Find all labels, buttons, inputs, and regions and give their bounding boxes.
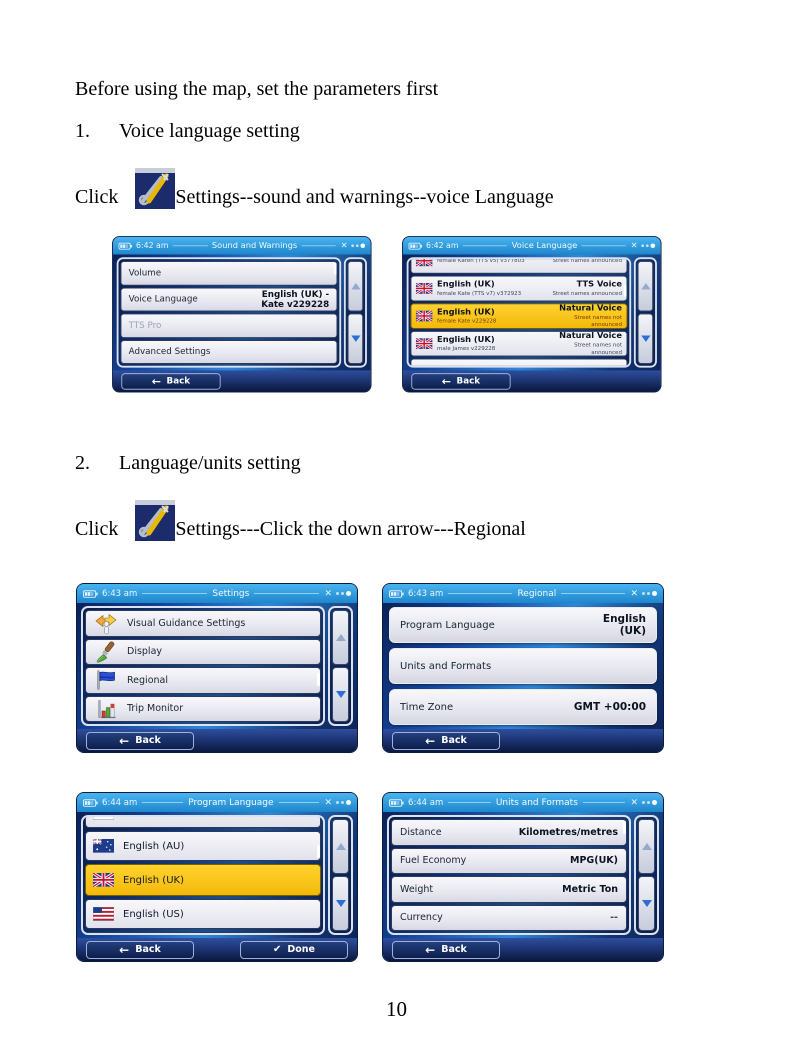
intro-text: Before using the map, set the parameters first	[75, 78, 439, 100]
status-bar	[383, 584, 663, 603]
status-dots	[334, 800, 351, 805]
back-button[interactable]: ← Back	[392, 941, 500, 959]
back-arrow-icon: ←	[119, 942, 130, 957]
us-flag-icon	[93, 907, 114, 921]
menu-item-display[interactable]: Display	[85, 639, 321, 666]
status-dots	[639, 243, 655, 248]
uk-flag-icon	[416, 338, 433, 349]
language-row-english-us[interactable]: English (US)	[85, 899, 321, 929]
uk-flag-icon	[416, 283, 433, 294]
screen-title: Program Language	[188, 797, 274, 808]
clock-text: 6:42 am	[426, 241, 459, 251]
back-arrow-icon: ←	[119, 733, 130, 748]
settings-tools-icon	[135, 500, 175, 541]
settings-list	[117, 257, 341, 367]
screen-sound-warnings	[113, 237, 371, 392]
clock-text: 6:43 am	[408, 588, 444, 599]
scroll-up-button[interactable]	[332, 819, 349, 874]
arrow-down-icon	[351, 335, 360, 341]
visual-guidance-icon	[94, 611, 118, 635]
step-2-suffix: Settings---Click the down arrow---Regional	[175, 518, 526, 540]
scroll-up-button[interactable]	[348, 261, 364, 312]
back-arrow-icon: ←	[425, 733, 436, 748]
section-1-number: 1.	[75, 120, 90, 142]
settings-tools-icon	[135, 168, 175, 209]
clock-text: 6:42 am	[136, 241, 169, 251]
scroll-up-button[interactable]	[332, 610, 349, 665]
menu-item-regional[interactable]: Regional	[85, 667, 321, 694]
status-bar	[113, 237, 371, 254]
gps-signal-icon: ✕	[340, 241, 348, 251]
arrow-up-icon	[351, 283, 360, 289]
step-1-instruction	[75, 168, 554, 209]
menu-item-volume[interactable]: Volume	[120, 261, 337, 285]
menu-item-advanced-settings[interactable]: Advanced Settings	[120, 340, 337, 364]
voice-list	[407, 257, 631, 367]
item-value: Kilometres/metres	[518, 826, 618, 838]
gps-signal-icon: ✕	[630, 241, 638, 251]
section-1-heading	[75, 120, 300, 143]
scrollbar	[344, 257, 367, 367]
status-dots	[640, 591, 657, 596]
menu-item-time-zone[interactable]: Time Zone GMT +00:00	[389, 689, 657, 725]
screen-title: Sound and Warnings	[211, 241, 298, 251]
scroll-up-button[interactable]	[638, 261, 654, 312]
arrow-down-icon	[641, 335, 650, 341]
status-bar	[383, 793, 663, 812]
language-list	[81, 815, 325, 935]
units-list	[387, 815, 631, 935]
section-2-heading	[75, 452, 301, 475]
menu-item-program-language[interactable]: Program Language English (UK)	[389, 607, 657, 643]
back-button[interactable]: ← Back	[86, 732, 194, 750]
section-2-number: 2.	[75, 452, 90, 474]
status-dots	[334, 591, 351, 596]
arrow-down-icon	[336, 900, 346, 907]
scroll-indicator	[317, 673, 320, 686]
clock-text: 6:43 am	[102, 588, 138, 599]
bottom-bar	[383, 938, 663, 961]
menu-item-weight[interactable]: Weight Metric Ton	[391, 876, 627, 903]
screen-regional	[383, 584, 663, 752]
uk-flag-icon	[416, 311, 433, 322]
item-value: MPG(UK)	[570, 855, 618, 867]
arrow-down-icon	[336, 691, 346, 698]
gps-signal-icon: ✕	[324, 588, 332, 599]
menu-item-tts-pro: TTS Pro	[120, 313, 337, 337]
status-bar	[403, 237, 661, 254]
screen-title: Settings	[212, 588, 250, 599]
item-value: GMT +00:00	[573, 701, 646, 713]
bottom-bar	[113, 370, 371, 391]
page-number: 10	[386, 997, 407, 1021]
back-button[interactable]: ← Back	[411, 373, 510, 390]
us-flag-icon	[416, 366, 433, 368]
battery-icon	[389, 590, 404, 598]
screen-settings	[77, 584, 357, 752]
scroll-up-button[interactable]	[638, 819, 655, 874]
language-row-english-uk-selected[interactable]: English (UK)	[85, 864, 321, 896]
scroll-down-button[interactable]	[332, 667, 349, 722]
scroll-down-button[interactable]	[348, 313, 364, 364]
clock-text: 6:44 am	[102, 797, 138, 808]
screen-voice-language	[403, 237, 661, 392]
gps-signal-icon: ✕	[630, 797, 638, 808]
step-2-prefix: Click	[75, 518, 119, 540]
scroll-indicator	[334, 263, 337, 275]
screen-title: Regional	[517, 588, 557, 599]
bottom-bar	[383, 729, 663, 752]
arrow-up-icon	[641, 283, 650, 289]
regional-list	[387, 606, 659, 726]
status-bar	[77, 793, 357, 812]
uk-flag-icon	[93, 873, 114, 887]
screen-title: Voice Language	[511, 241, 578, 251]
checkmark-icon: ✔	[272, 944, 282, 955]
menu-item-fuel-economy[interactable]: Fuel Economy MPG(UK)	[391, 848, 627, 875]
scroll-indicator	[317, 845, 320, 858]
status-dots	[349, 243, 365, 248]
voice-row-karen[interactable]: female Karen (TTS v5) v377803 Street names announced	[410, 257, 627, 274]
language-row-english-au[interactable]: English (AU)	[85, 831, 321, 861]
uk-flag-icon	[416, 257, 433, 266]
screen-units-formats	[383, 793, 663, 961]
menu-item-visual-guidance[interactable]: Visual Guidance Settings	[85, 610, 321, 637]
arrow-down-icon	[642, 900, 652, 907]
scrollbar	[634, 815, 659, 935]
settings-menu-list	[81, 606, 325, 726]
item-value: --	[610, 912, 618, 924]
language-row-eesti[interactable]	[85, 815, 321, 828]
back-arrow-icon: ←	[441, 374, 452, 388]
item-value: Metric Ton	[562, 883, 618, 895]
menu-item-currency[interactable]: Currency --	[391, 905, 627, 932]
menu-item-trip-monitor[interactable]: Trip Monitor	[85, 696, 321, 723]
scroll-down-button[interactable]	[332, 876, 349, 931]
trip-monitor-icon	[94, 697, 118, 721]
scrollbar	[634, 257, 657, 367]
battery-icon	[83, 799, 98, 807]
status-bar	[77, 584, 357, 603]
australia-flag-icon	[93, 839, 114, 853]
language-row-espanol[interactable]	[85, 932, 321, 935]
regional-flag-icon	[94, 668, 118, 692]
menu-item-units-formats[interactable]: Units and Formats	[389, 648, 657, 684]
back-button[interactable]: ← Back	[392, 732, 500, 750]
item-value: English (UK)	[602, 613, 646, 637]
back-arrow-icon: ←	[425, 942, 436, 957]
back-arrow-icon: ←	[151, 374, 162, 388]
item-value: English (UK) - Kate v229228	[261, 289, 330, 310]
menu-item-distance[interactable]: Distance Kilometres/metres	[391, 819, 627, 846]
arrow-up-icon	[336, 843, 346, 850]
step-1-suffix: Settings--sound and warnings--voice Language	[175, 186, 554, 208]
estonia-flag-icon	[93, 815, 114, 820]
section-2-title: Language/units setting	[119, 452, 301, 474]
voice-row-james[interactable]: English (UK) male James v229228 Natural Voice Street names not announced	[410, 331, 627, 357]
display-icon	[94, 640, 118, 664]
scroll-down-button[interactable]	[638, 876, 655, 931]
battery-icon	[389, 799, 404, 807]
menu-item-voice-language[interactable]: Voice Language English (UK) - Kate v229228	[120, 287, 337, 311]
voice-row-kate-selected[interactable]: English (UK) female Kate v229228 Natural Voice Street names not announced	[410, 303, 627, 329]
bottom-bar	[77, 938, 357, 961]
clock-text: 6:44 am	[408, 797, 444, 808]
gps-signal-icon: ✕	[324, 797, 333, 808]
scrollbar	[328, 606, 353, 726]
scroll-indicator	[623, 821, 626, 834]
back-button[interactable]: ← Back	[121, 373, 220, 390]
bottom-bar	[77, 729, 357, 752]
voice-row-english-us[interactable]	[410, 358, 627, 367]
battery-icon	[119, 242, 133, 249]
back-button[interactable]: ← Back	[86, 941, 194, 959]
step-1-prefix: Click	[75, 186, 119, 208]
done-button[interactable]: ✔ Done	[240, 941, 348, 959]
scroll-indicator	[624, 285, 627, 297]
battery-icon	[83, 590, 98, 598]
arrow-up-icon	[336, 634, 346, 641]
screen-program-language	[77, 793, 357, 961]
voice-row-kate-tts[interactable]: English (UK) female Kate (TTS v7) v372923 TTS Voice Street names announced	[410, 276, 627, 302]
arrow-up-icon	[642, 843, 652, 850]
status-dots	[640, 800, 657, 805]
scrollbar	[328, 815, 353, 935]
gps-signal-icon: ✕	[630, 588, 638, 599]
screen-title: Units and Formats	[495, 797, 578, 808]
section-1-title: Voice language setting	[119, 120, 300, 142]
bottom-bar	[403, 370, 661, 391]
scroll-down-button[interactable]	[638, 313, 654, 364]
step-2-instruction	[75, 500, 526, 541]
battery-icon	[409, 242, 423, 249]
